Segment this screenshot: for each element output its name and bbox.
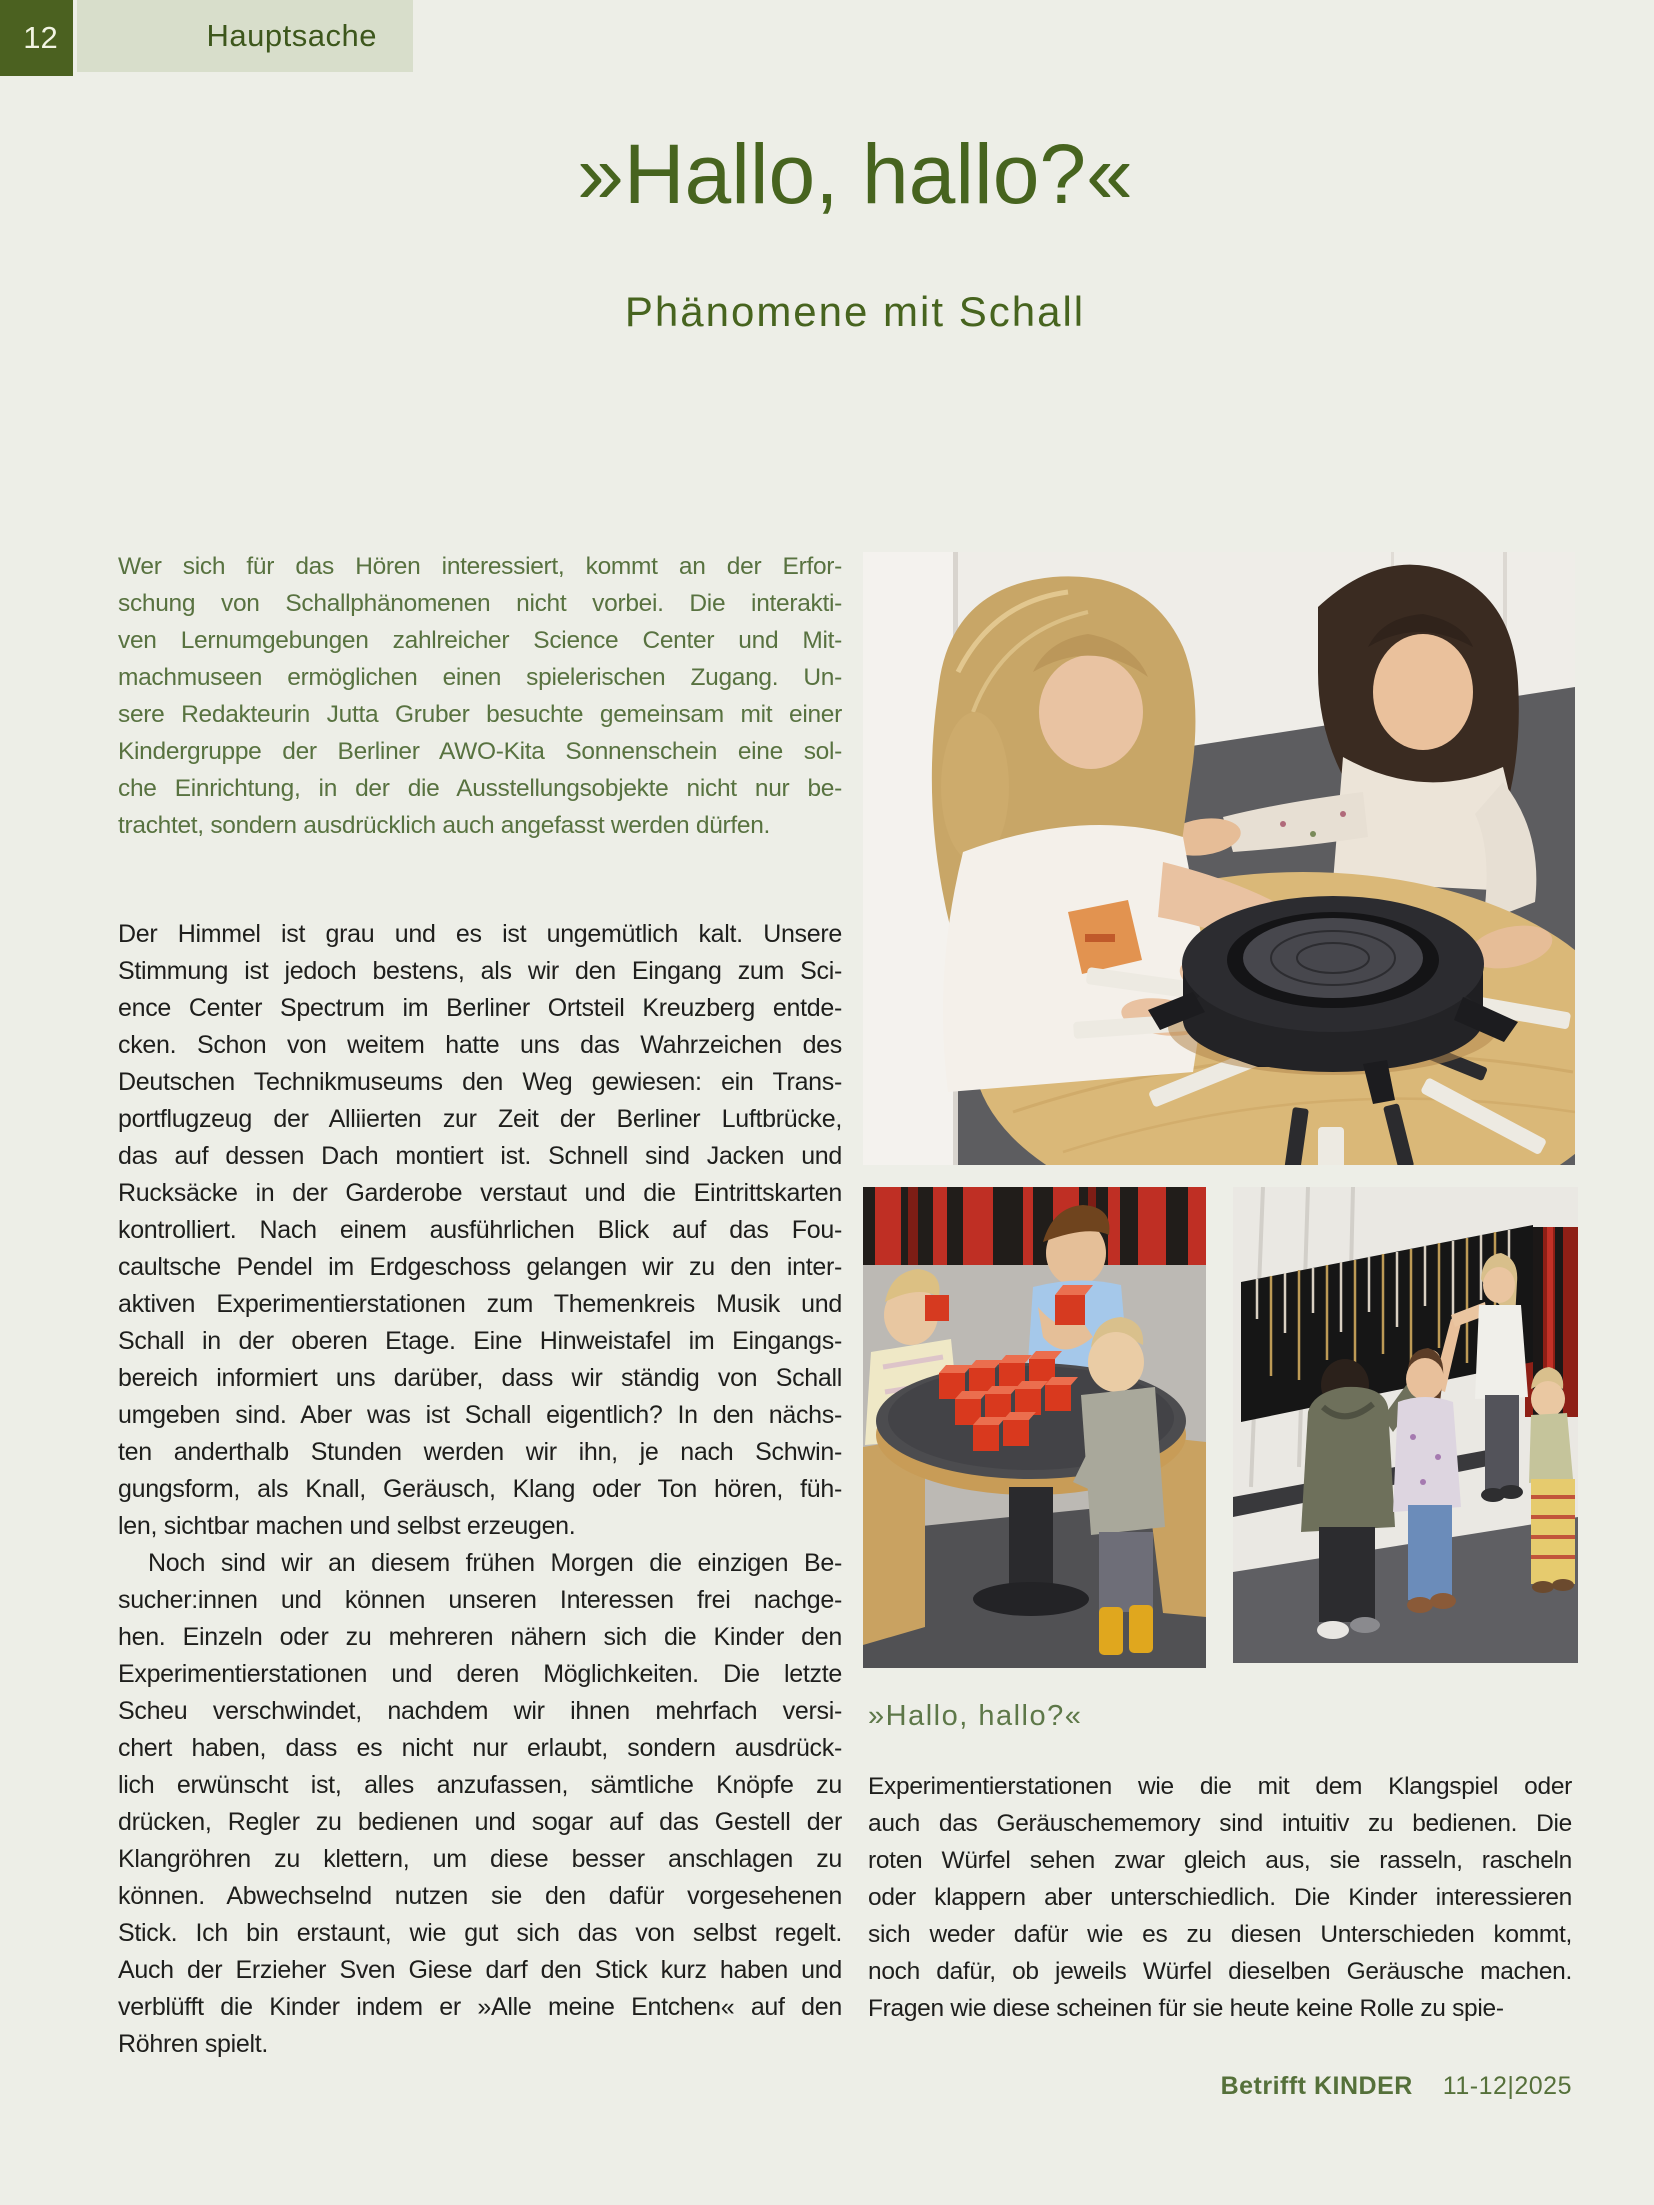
text-line: ven Lernumgebungen zahlreicher Science Center und Mit-	[118, 627, 842, 654]
text-line: Stimmung ist jedoch bestens, als wir den Eingang zum Sci-	[118, 957, 842, 985]
text-line: Kindergruppe der Berliner AWO-Kita Sonnenschein eine sol-	[118, 738, 842, 765]
text-line: Experimentierstationen und deren Möglichkeiten. Die letzte	[118, 1660, 842, 1688]
intro-paragraph	[118, 548, 842, 844]
article-subtitle: Phänomene mit Schall	[624, 288, 1086, 335]
page-number: 12	[23, 20, 58, 55]
text-line: Deutschen Technikmuseums den Weg gewiesen: ein Trans-	[118, 1068, 842, 1096]
text-line: portflugzeug der Alliierten zur Zeit der Berliner Luftbrücke,	[118, 1105, 842, 1133]
text-line: Auch der Erzieher Sven Giese darf den Stick kurz haben und	[118, 1956, 842, 1984]
text-line: Stick. Ich bin erstaunt, wie gut sich das von selbst regelt.	[118, 1919, 842, 1947]
text-line: cken. Schon von weitem hatte uns das Wahrzeichen des	[118, 1031, 842, 1059]
text-line: caultsche Pendel im Erdgeschoss gelangen wir zu den inter-	[118, 1253, 842, 1281]
body-column	[118, 916, 842, 2063]
text-line: Fragen wie diese scheinen für sie heute keine Rolle zu spie-	[868, 1995, 1504, 2022]
page-number-box	[0, 0, 73, 76]
text-line: machmuseen ermöglichen einen spielerischen Zugang. Un-	[118, 664, 842, 691]
text-line: auch das Geräuschememory sind intuitiv zu bedienen. Die	[868, 1810, 1572, 1837]
text-line: chert haben, dass es nicht nur erlaubt, sondern ausdrück-	[118, 1734, 842, 1762]
text-line: sere Redakteurin Jutta Gruber besuchte gemeinsam mit einer	[118, 701, 842, 728]
text-line: aktiven Experimentierstationen zum Themenkreis Musik und	[118, 1290, 842, 1318]
text-line: oder klappern aber unterschiedlich. Die Kinder interessieren	[868, 1884, 1572, 1911]
body-paragraph-1	[118, 916, 842, 1545]
text-line: verblüfft die Kinder indem er »Alle meine Entchen« auf den	[118, 1993, 842, 2021]
text-line: lich erwünscht ist, alles anzufassen, sämtliche Knöpfe zu	[118, 1771, 842, 1799]
text-line: ten anderthalb Stunden werden wir ihn, je nach Schwin-	[118, 1438, 842, 1466]
photo-children-drum-table	[863, 552, 1575, 1165]
section-bar	[77, 0, 413, 72]
text-line: ence Center Spectrum im Berliner Ortsteil Kreuzberg entde-	[118, 994, 842, 1022]
text-line: Experimentierstationen wie die mit dem Klangspiel oder	[868, 1773, 1572, 1800]
photo-children-cube-table	[863, 1187, 1206, 1668]
text-line: che Einrichtung, in der die Ausstellungsobjekte nicht nur be-	[118, 775, 842, 802]
text-line: umgeben sind. Aber was ist Schall eigentlich? In den nächs-	[118, 1401, 842, 1429]
text-line: noch dafür, ob jeweils Würfel dieselben Geräusche machen.	[868, 1958, 1572, 1985]
photo-children-cube-table-graphic	[863, 1187, 1206, 1668]
text-line: hen. Einzeln oder zu mehreren nähern sich die Kinder den	[118, 1623, 842, 1651]
text-line: sucher:innen und können unseren Interessen frei nachge-	[118, 1586, 842, 1614]
text-line: Der Himmel ist grau und es ist ungemütlich kalt. Unsere	[118, 920, 842, 948]
text-line: gungsform, als Knall, Geräusch, Klang oder Ton hören, füh-	[118, 1475, 842, 1503]
text-line: schung von Schallphänomenen nicht vorbei. Die interakti-	[118, 590, 842, 617]
text-line: Schall in der oberen Etage. Eine Hinweistafel im Eingangs-	[118, 1327, 842, 1355]
text-line: Wer sich für das Hören interessiert, kommt an der Erfor-	[118, 553, 842, 580]
article-title: »Hallo, hallo?«	[577, 127, 1133, 221]
text-line: Scheu verschwindet, nachdem wir ihnen mehrfach versi-	[118, 1697, 842, 1725]
page-footer	[1221, 2072, 1572, 2101]
footer-issue: 11-12|2025	[1442, 2072, 1572, 2100]
text-line: Röhren spielt.	[118, 2030, 269, 2058]
text-line: drücken, Regler zu bedienen und sogar auf das Gestell der	[118, 1808, 842, 1836]
photo-caption: »Hallo, hallo?«	[868, 1700, 1083, 1732]
text-line: trachtet, sondern ausdrücklich auch angefasst werden dürfen.	[118, 812, 771, 839]
column2-paragraph	[868, 1768, 1572, 2027]
text-line: bereich informiert uns darüber, dass wir ständig von Schall	[118, 1364, 842, 1392]
text-line: Noch sind wir an diesem frühen Morgen die einzigen Be-	[148, 1549, 842, 1577]
photo-children-chimes-wall-graphic	[1233, 1187, 1578, 1663]
section-label: Hauptsache	[206, 18, 377, 53]
text-line: Rucksäcke in der Garderobe verstaut und die Eintrittskarten	[118, 1179, 842, 1207]
text-line: Klangröhren zu klettern, um diese besser anschlagen zu	[118, 1845, 842, 1873]
photo-children-chimes-wall	[1233, 1187, 1578, 1663]
body-paragraph-2	[118, 1545, 842, 2063]
text-line: roten Würfel sehen zwar gleich aus, sie rasseln, rascheln	[868, 1847, 1572, 1874]
text-line: das auf dessen Dach montiert ist. Schnell sind Jacken und	[118, 1142, 842, 1170]
footer-magazine: Betrifft KINDER	[1220, 2072, 1413, 2100]
text-line: können. Abwechselnd nutzen sie den dafür vorgesehenen	[118, 1882, 842, 1910]
text-line: len, sichtbar machen und selbst erzeugen.	[118, 1512, 576, 1540]
photo-children-drum-table-graphic	[863, 552, 1575, 1165]
text-line: sich weder dafür wie es zu diesen Unterschieden kommt,	[868, 1921, 1572, 1948]
text-line: kontrolliert. Nach einem ausführlichen Blick auf das Fou-	[118, 1216, 842, 1244]
